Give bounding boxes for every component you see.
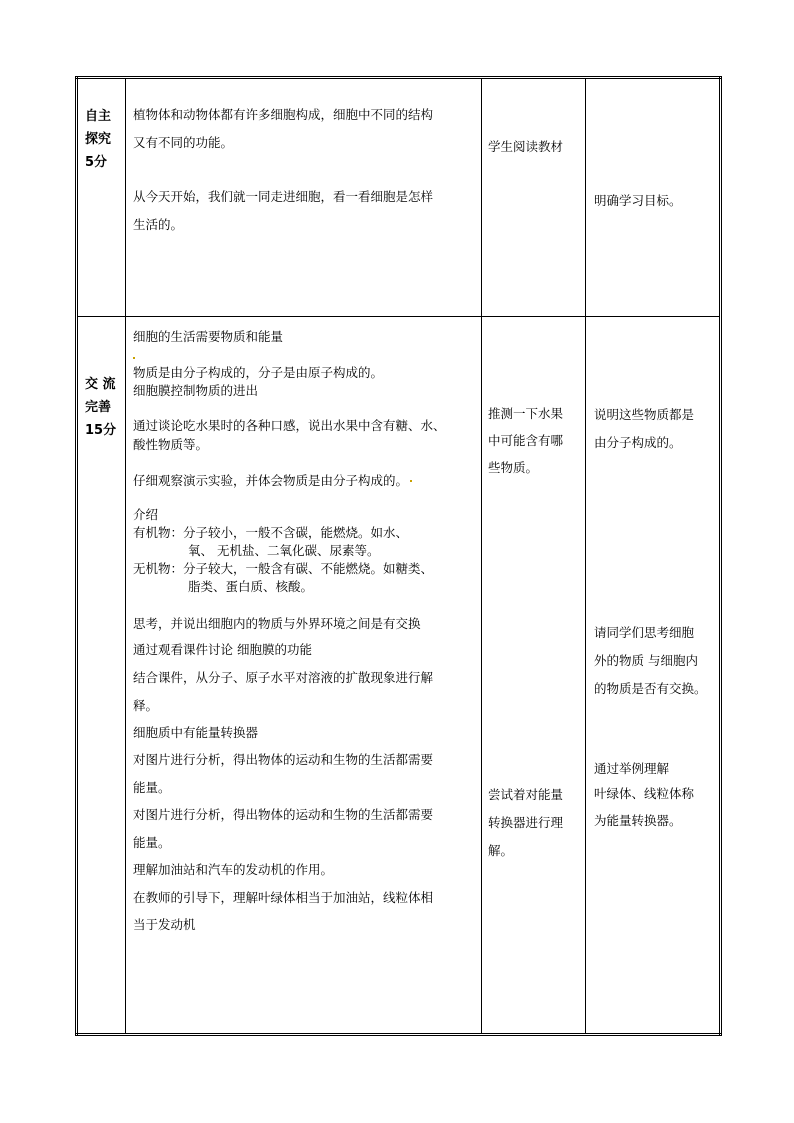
text-line: 能量。 bbox=[133, 779, 171, 795]
text-line: 细胞膜控制物质的进出 bbox=[133, 382, 259, 398]
text-line: 在教师的引导下，理解叶绿体相当于加油站，线粒体相 bbox=[133, 889, 434, 905]
text-line: 说明这些物质都是 bbox=[594, 406, 695, 422]
text-line: 结合课件，从分子、原子水平对溶液的扩散现象进行解 bbox=[133, 669, 434, 685]
text-line: 叶绿体、线粒体称 bbox=[594, 785, 695, 801]
text-line: 通过举例理解 bbox=[594, 760, 670, 776]
design-intent-cell bbox=[586, 78, 721, 317]
stage-cell bbox=[77, 78, 126, 317]
stage-duration: 15分 bbox=[85, 422, 117, 438]
text-line: 植物体和动物体都有许多细胞构成，细胞中不同的结构 bbox=[133, 107, 434, 122]
text-line: 当于发动机 bbox=[133, 916, 196, 932]
content-cell bbox=[126, 78, 482, 317]
text-line: 细胞质中有能量转换器 bbox=[133, 724, 259, 740]
text-line: 介绍 bbox=[133, 506, 159, 522]
text-line: 有机物：分子较小，一般不含碳，能燃烧。如水、 bbox=[133, 524, 409, 540]
stage-label: 交 流 bbox=[85, 376, 116, 392]
table-row bbox=[77, 316, 721, 1034]
text-line: 尝试着对能量 bbox=[488, 786, 564, 802]
text-line: 学生阅读教材 bbox=[488, 139, 564, 154]
text-line: 仔细观察演示实验，并体会物质是由分子构成的。 bbox=[133, 472, 412, 490]
text-line: 对图片进行分析，得出物体的运动和生物的生活都需要 bbox=[133, 751, 434, 767]
marker-dot bbox=[410, 480, 412, 482]
text-line: 能量。 bbox=[133, 834, 171, 850]
text-line: 理解加油站和汽车的发动机的作用。 bbox=[133, 861, 334, 877]
text-line: 脂类、蛋白质、核酸。 bbox=[188, 578, 314, 594]
text-line: 解。 bbox=[488, 842, 514, 858]
student-activity-cell bbox=[482, 316, 586, 1034]
text-line: 转换器进行理 bbox=[488, 814, 564, 830]
design-intent-cell bbox=[586, 316, 721, 1034]
stage-label: 自主 bbox=[85, 109, 112, 124]
text-line: 思考，并说出细胞内的物质与外界环境之间是有交换 bbox=[133, 615, 421, 631]
text-line: 酸性物质等。 bbox=[133, 436, 209, 452]
text-line: 又有不同的功能。 bbox=[133, 135, 234, 150]
stage-label: 完善 bbox=[85, 399, 112, 415]
text-line: 从今天开始，我们就一同走进细胞，看一看细胞是怎样 bbox=[133, 189, 434, 204]
text-line: 些物质。 bbox=[488, 459, 539, 475]
text-line: 推测一下水果 bbox=[488, 405, 564, 421]
text-line: 由分子构成的。 bbox=[594, 434, 682, 450]
text-line: 明确学习目标。 bbox=[594, 193, 682, 208]
text-line: 物质是由分子构成的，分子是由原子构成的。 bbox=[133, 364, 384, 380]
text-line: 对图片进行分析，得出物体的运动和生物的生活都需要 bbox=[133, 806, 434, 822]
stage-duration: 5分 bbox=[85, 155, 108, 170]
text-line: 通过观看课件讨论 细胞膜的功能 bbox=[133, 641, 312, 657]
text-line: 中可能含有哪 bbox=[488, 432, 564, 448]
marker-dot bbox=[133, 357, 135, 359]
text-line: 外的物质 与细胞内 bbox=[594, 652, 698, 668]
text-line: 释。 bbox=[133, 697, 159, 713]
text-line: 无机物：分子较大，一般含有碳、不能燃烧。如糖类、 bbox=[133, 560, 434, 576]
stage-cell bbox=[77, 316, 126, 1034]
text-line: 请同学们思考细胞 bbox=[594, 624, 695, 640]
text-line: 的物质是否有交换。 bbox=[594, 680, 707, 696]
table-row bbox=[77, 78, 721, 317]
lesson-plan-table bbox=[75, 76, 722, 1036]
content-cell bbox=[126, 316, 482, 1034]
text-line: 氧、 无机盐、二氧化碳、尿素等。 bbox=[188, 542, 380, 558]
text-line: 为能量转换器。 bbox=[594, 812, 682, 828]
text-line: 通过谈论吃水果时的各种口感，说出水果中含有糖、水、 bbox=[133, 417, 446, 433]
text-line: 细胞的生活需要物质和能量 bbox=[133, 328, 284, 344]
stage-label: 探究 bbox=[85, 132, 112, 147]
student-activity-cell bbox=[482, 78, 586, 317]
text-line: 生活的。 bbox=[133, 217, 184, 232]
